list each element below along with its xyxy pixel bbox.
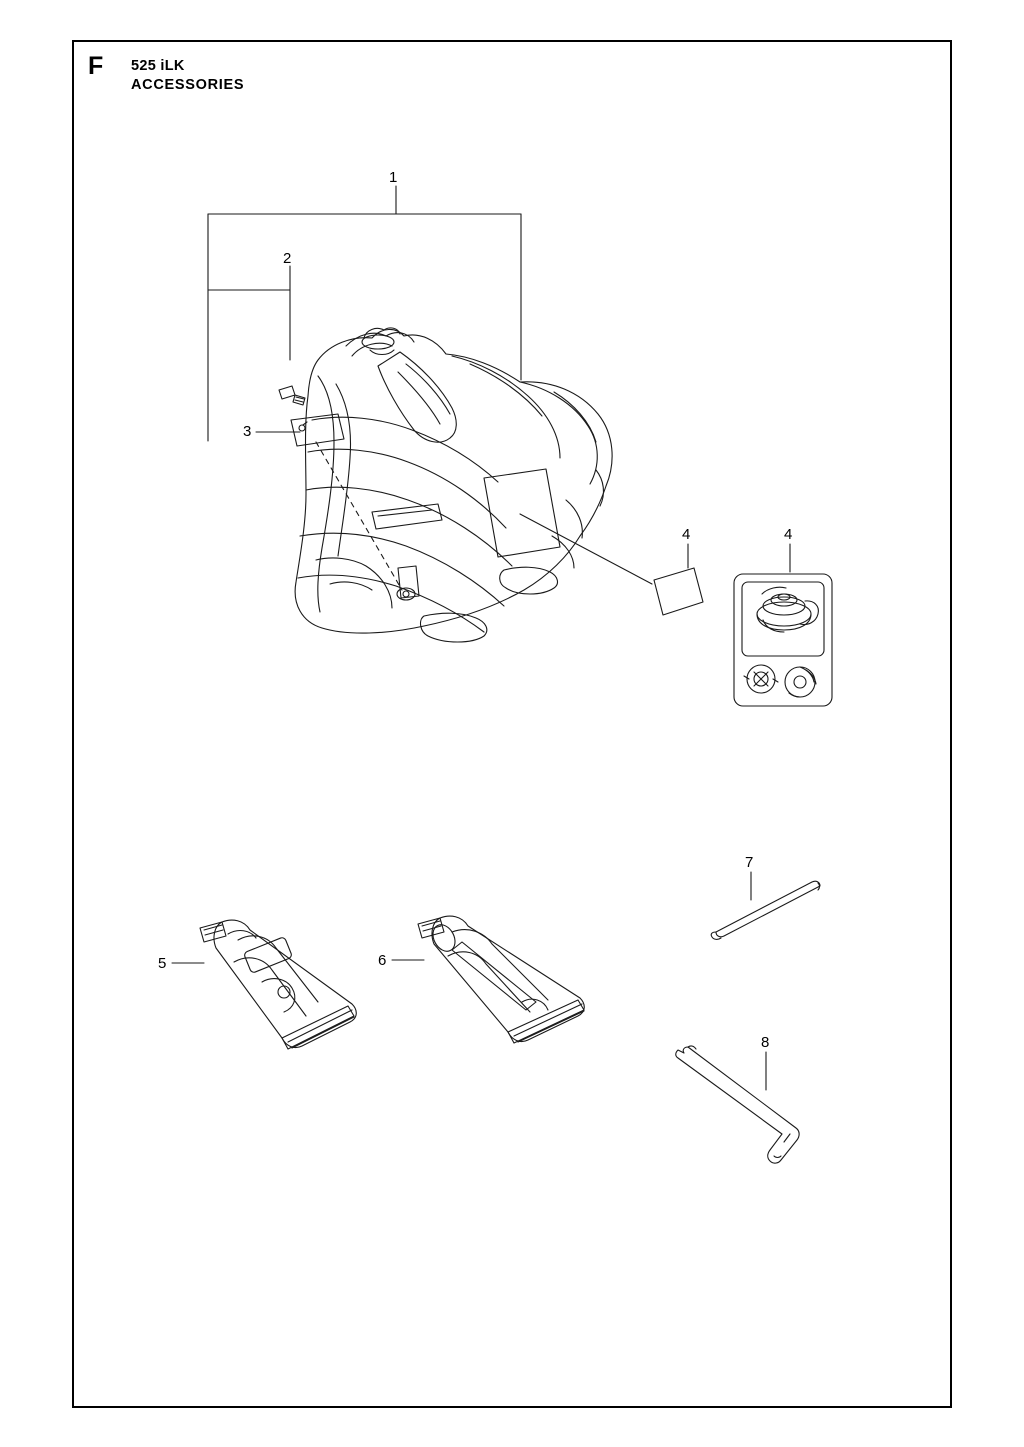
callout-6: 6 — [378, 952, 387, 969]
title-block — [131, 57, 244, 94]
callout-8: 8 — [761, 1034, 770, 1051]
callout-2: 2 — [283, 250, 292, 267]
model-name: 525 iLK — [131, 58, 185, 74]
section-letter: F — [88, 52, 104, 80]
callout-4-right: 4 — [784, 526, 793, 543]
callout-3: 3 — [243, 423, 252, 440]
page-border — [72, 40, 952, 1408]
callout-4-left: 4 — [682, 526, 691, 543]
callout-5: 5 — [158, 955, 167, 972]
callout-7: 7 — [745, 854, 754, 871]
callout-1: 1 — [389, 169, 398, 186]
page-title: ACCESSORIES — [131, 76, 245, 93]
